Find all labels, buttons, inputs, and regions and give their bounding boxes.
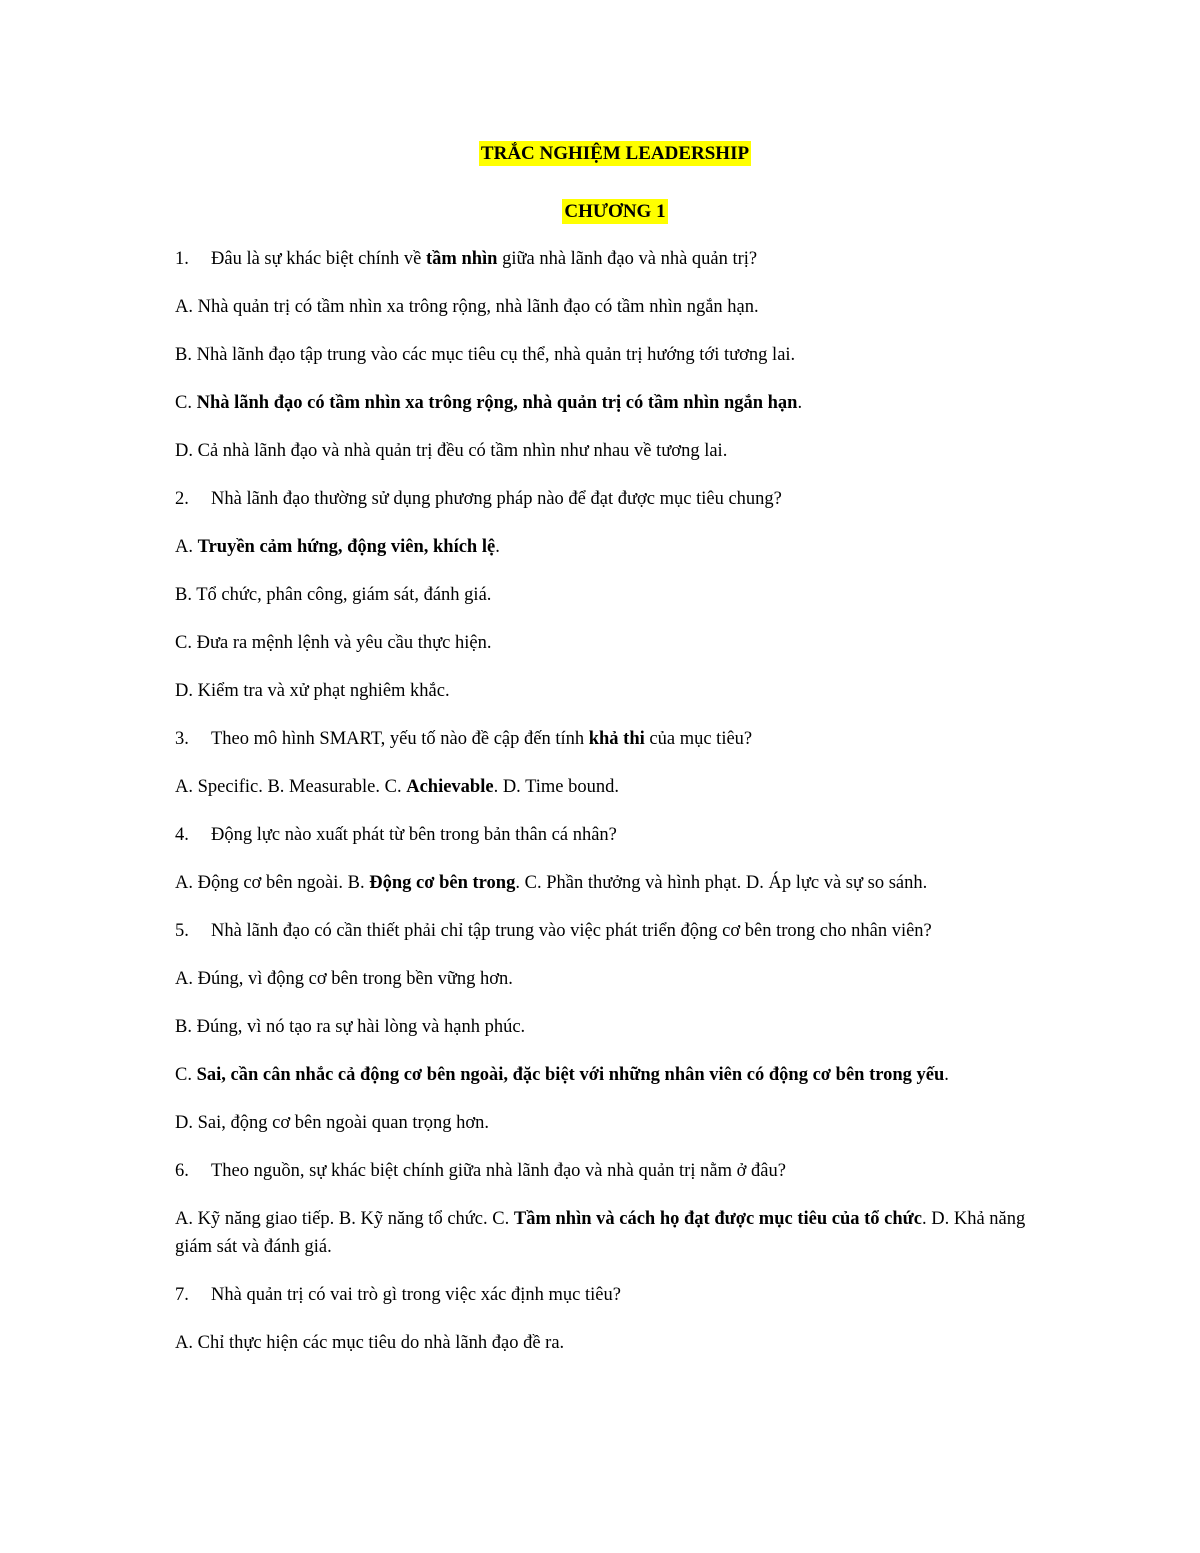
q2-option-d: D. Kiểm tra và xử phạt nghiêm khắc. [175,681,450,701]
question-text: Động lực nào xuất phát từ bên trong bản thân cá nhân? [211,825,617,845]
q3-options: A. Specific. B. Measurable. C. Achievable. D. Time bound. [175,777,619,797]
q1-option-c-answer: C. Nhà lãnh đạo có tầm nhìn xa trông rộng, nhà quản trị có tầm nhìn ngắn hạn. [175,393,803,413]
question-number: 4. [175,825,189,845]
q2-option-c: C. Đưa ra mệnh lệnh và yêu cầu thực hiện. [175,633,492,653]
question-text: Nhà lãnh đạo thường sử dụng phương pháp nào để đạt được mục tiêu chung? [211,489,782,509]
question-text: Nhà lãnh đạo có cần thiết phải chỉ tập trung vào việc phát triển động cơ bên trong cho nhân viên? [211,921,932,941]
document-title: TRẮC NGHIỆM LEADERSHIP [480,143,750,164]
q1-option-b: B. Nhà lãnh đạo tập trung vào các mục tiêu cụ thể, nhà quản trị hướng tới tương lai. [175,345,796,365]
q6-options: A. Kỹ năng giao tiếp. B. Kỹ năng tổ chức. C. Tầm nhìn và cách họ đạt được mục tiêu của tổ chức. D. Khả năng giám sát và đánh giá. [175,1209,1026,1257]
question-text: Theo mô hình SMART, yếu tố nào đề cập đến tính khả thi của mục tiêu? [211,729,753,749]
q5-option-d: D. Sai, động cơ bên ngoài quan trọng hơn. [175,1113,489,1133]
question-6 [175,1157,1055,1185]
question-text: Đâu là sự khác biệt chính về tầm nhìn giữa nhà lãnh đạo và nhà quản trị? [211,249,758,269]
question-number: 3. [175,729,189,749]
question-2 [175,485,1055,513]
q5-option-a: A. Đúng, vì động cơ bên trong bền vững hơn. [175,969,513,989]
chapter-heading: CHƯƠNG 1 [564,201,666,222]
q2-option-b: B. Tổ chức, phân công, giám sát, đánh giá. [175,585,492,605]
question-text: Nhà quản trị có vai trò gì trong việc xác định mục tiêu? [211,1285,621,1305]
q5-option-c-answer: C. Sai, cần cân nhắc cả động cơ bên ngoài, đặc biệt với những nhân viên có động cơ bên trong yếu. [175,1065,949,1085]
question-text: Theo nguồn, sự khác biệt chính giữa nhà lãnh đạo và nhà quản trị nằm ở đâu? [211,1161,786,1181]
question-number: 2. [175,489,189,509]
q5-option-b: B. Đúng, vì nó tạo ra sự hài lòng và hạnh phúc. [175,1017,526,1037]
document-body [175,138,1055,1377]
question-5 [175,917,1055,945]
q1-option-a: A. Nhà quản trị có tầm nhìn xa trông rộng, nhà lãnh đạo có tầm nhìn ngắn hạn. [175,297,759,317]
question-number: 6. [175,1161,189,1181]
question-3 [175,725,1055,753]
q1-option-d: D. Cả nhà lãnh đạo và nhà quản trị đều có tầm nhìn như nhau về tương lai. [175,441,728,461]
question-number: 5. [175,921,189,941]
question-number: 1. [175,249,189,269]
q2-option-a-answer: A. Truyền cảm hứng, động viên, khích lệ. [175,537,500,557]
question-1 [175,245,1055,273]
q4-options: A. Động cơ bên ngoài. B. Động cơ bên trong. C. Phần thưởng và hình phạt. D. Áp lực và sự so sánh. [175,873,928,893]
question-4 [175,821,1055,849]
q7-option-a: A. Chỉ thực hiện các mục tiêu do nhà lãnh đạo đề ra. [175,1333,565,1353]
question-number: 7. [175,1285,189,1305]
question-7 [175,1281,1055,1309]
